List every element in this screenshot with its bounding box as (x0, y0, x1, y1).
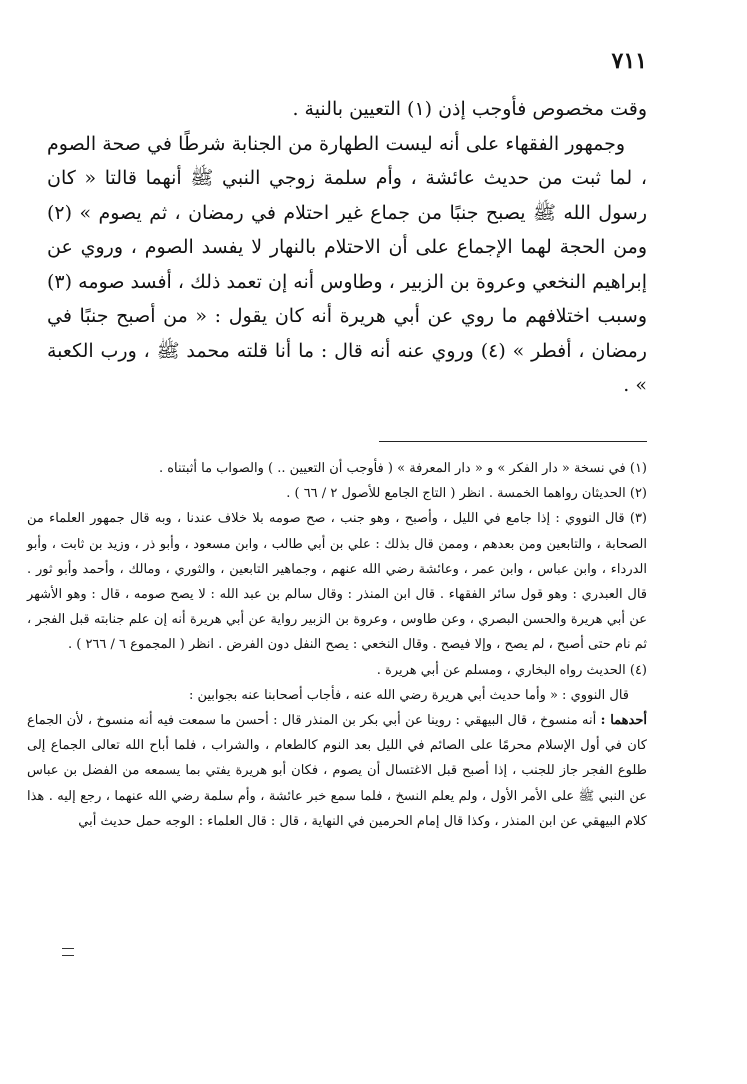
main-paragraph-2: وجمهور الفقهاء على أنه ليست الطهارة من الجنابة شرطًا في صحة الصوم ، لما ثبت من حديث عائشة ، وأم سلمة زوجي النبي ﷺ أنهما قالتا « كان رسول الله ﷺ يصبح جنبًا من جماع غير احتلام في رمضان ، ثم يصوم » (٢) ومن الحجة لهما الإجماع على أن الاحتلام بالنهار لا يفسد الصوم ، وروي عن إبراهيم النخعي وعروة بن الزبير ، وطاوس أنه إن تعمد ذلك ، أفسد صومه (٣) وسبب اختلافهم ما روي عن أبي هريرة أنه كان يقول : « من أصبح جنبًا في رمضان ، أفطر » (٤) وروي عنه أنه قال : ما أنا قلته محمد ﷺ ، ورب الكعبة » . (47, 132, 647, 396)
footnote-3: (٣) قال النووي : إذا جامع في الليل ، وأصبح ، وهو جنب ، صح صومه بلا خلاف عندنا ، وبه قال جمهور العلماء من الصحابة ، والتابعين ومن بعدهم ، وممن قال بذلك : علي بن أبي طالب ، وابن مسعود ، وأبو ذر ، وزيد بن ثابت ، وأبو الدرداء ، وابن عباس ، وابن عمر ، وعائشة رضي الله عنهم ، وجماهير التابعين ، والثوري ، ومالك ، وأحمد وأبو ثور . قال العبدري : وهو قول سائر الفقهاء . قال ابن المنذر : وقال سالم بن عبد الله : لا يصح صومه ، قال : وهو الأشهر عن أبي هريرة والحسن البصري ، وعن طاوس ، وعروة بن الزبير رواية عن أبي هريرة أنه إن علم جنابته قبل الفجر ، ثم نام حتى أصبح ، لم يصح ، وإلا فيصح . وقال النخعي : يصح النفل دون الفرض . انظر ( المجموع ٦ / ٢٦٦ ) . (27, 511, 647, 653)
main-text (47, 92, 647, 403)
footnote-4-lead: أحدهما : (600, 713, 647, 729)
footnote-4-body: أنه منسوخ ، قال البيهقي : روينا عن أبي بكر بن المنذر قال : أحسن ما سمعت فيه أنه منسوخ ، لأن الجماع كان في أول الإسلام محرمًا على الصائم في الليل بعد النوم كالطعام ، والشراب ، فلما أباح الله تعالى الجماع إلى طلوع الفجر جاز للجنب ، إذا أصبح قبل الاغتسال أن يصوم ، فكان أبو هريرة يفتي بما يسمعه من الفضل بن عباس عن النبي ﷺ على الأمر الأول ، ولم يعلم النسخ ، فلما سمع خبر عائشة ، وأم سلمة رضي الله عنهما ، رجع إليه . هذا كلام البيهقي عن ابن المنذر ، وكذا قال إمام الحرمين في النهاية ، قال : قال العلماء : الوجه حمل حديث أبي (27, 713, 647, 829)
footnote-2: (٢) الحديثان رواهما الخمسة . انظر ( التاج الجامع للأصول ٢ / ٦٦ ) . (286, 486, 647, 502)
footnote-4: (٤) الحديث رواه البخاري ، ومسلم عن أبي هريرة . (376, 662, 647, 678)
footnote-4-continuation (27, 708, 647, 834)
margin-mark (62, 948, 74, 956)
footnotes (27, 456, 647, 834)
page-number: ٧١١ (611, 48, 647, 74)
main-paragraph-1: وقت مخصوص فأوجب إذن (١) التعيين بالنية . (292, 98, 647, 120)
footnote-1: (١) في نسخة « دار الفكر » و « دار المعرفة » ( فأوجب أن التعيين .. ) والصواب ما أثبتناه . (158, 461, 647, 476)
footnote-divider (379, 441, 647, 442)
footnote-4-continuation-intro: قال النووي : « وأما حديث أبي هريرة رضي الله عنه ، فأجاب أصحابنا عنه بجوابين : (188, 687, 629, 703)
